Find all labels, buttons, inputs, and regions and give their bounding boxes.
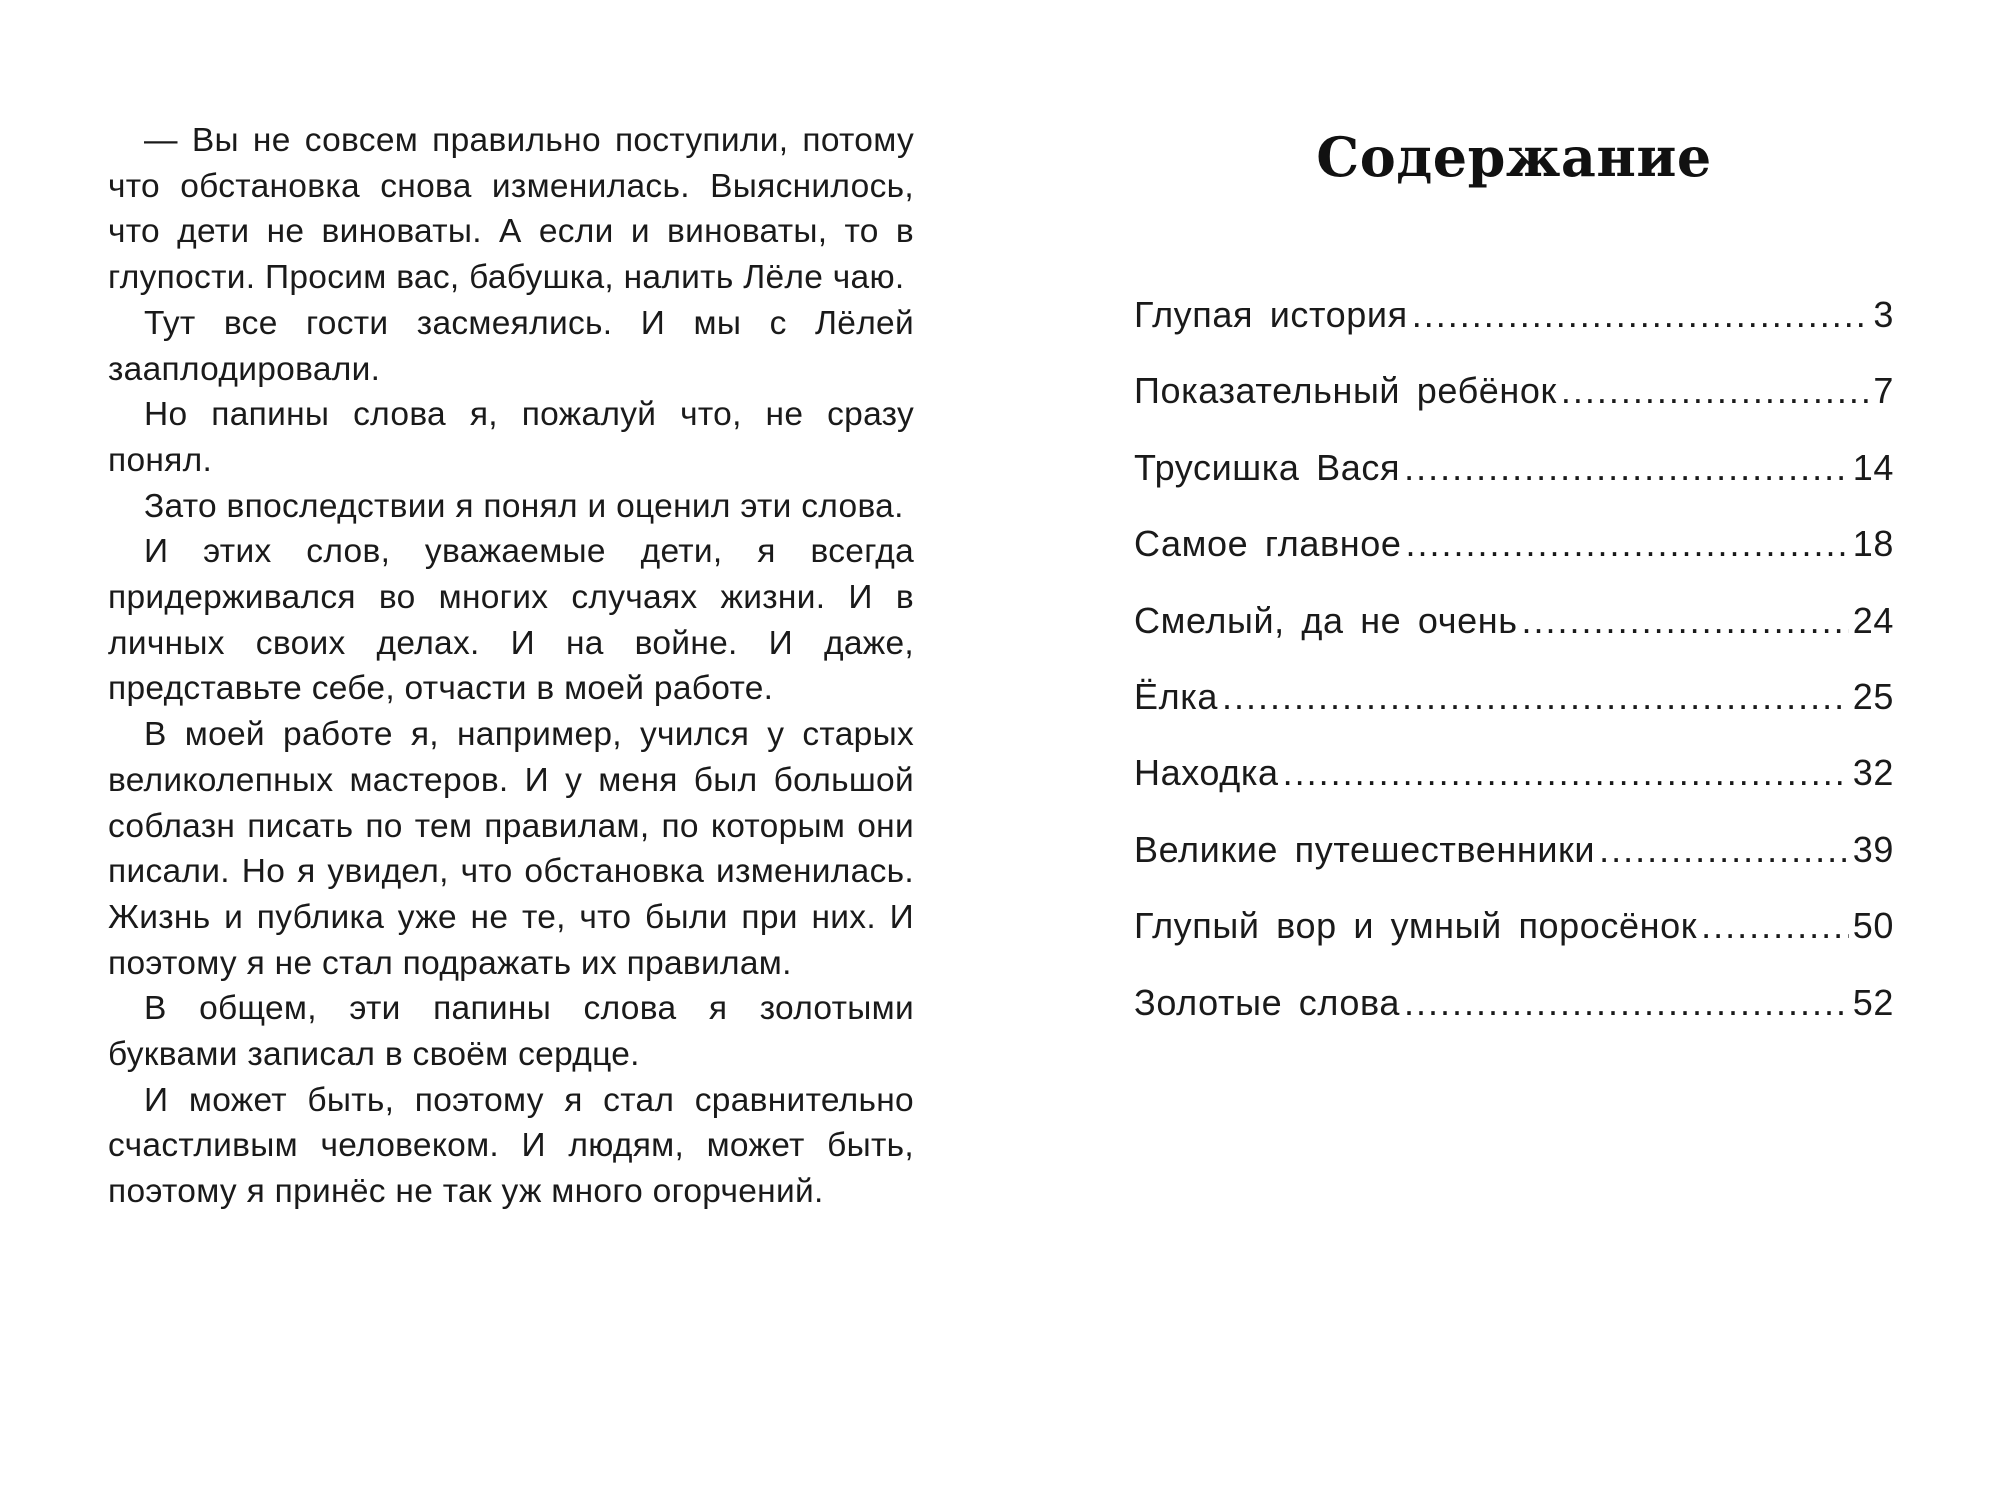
toc-list: [1134, 294, 1894, 1058]
toc-entry-title: Глупый вор и умный поросёнок: [1134, 905, 1698, 947]
toc-leader-dots: [1701, 905, 1849, 947]
table-of-contents-page: [1134, 118, 1894, 1023]
toc-leader-dots: [1522, 600, 1849, 642]
toc-leader-dots: [1404, 447, 1849, 489]
toc-entry-title: Великие путешественники: [1134, 828, 1596, 870]
paragraph: И может быть, поэтому я стал сравнительно счастливым человеком. И людям, может быть, поэтому я принёс не так уж много огорчений.: [108, 1081, 914, 1211]
toc-entry[interactable]: [1134, 676, 1894, 752]
toc-entry-title: Самое главное: [1134, 523, 1402, 565]
paragraph: И этих слов, уважаемые дети, я всегда придерживался во многих случаях жизни. И в личных своих делах. И на войне. И даже, представьте себе, отчасти в моей работе.: [108, 533, 914, 708]
paragraph: В общем, эти папины слова я золотыми буквами записал в своём сердце.: [108, 990, 914, 1074]
toc-leader-dots: [1599, 829, 1849, 871]
toc-leader-dots: [1283, 752, 1849, 794]
paragraph: Зато впоследствии я понял и оценил эти слова.: [144, 487, 904, 525]
toc-entry[interactable]: [1134, 752, 1894, 828]
paragraph: — Вы не совсем правильно поступили, потому что обстановка снова изменилась. Выяснилось, что дети не виноваты. А если и виноваты, то в глупости. Просим вас, бабушка, налить Лёле чаю.: [108, 122, 914, 297]
toc-entry-page: 50: [1852, 905, 1894, 947]
toc-leader-dots: [1222, 676, 1849, 718]
toc-entry[interactable]: [1134, 982, 1894, 1058]
toc-leader-dots: [1561, 370, 1870, 412]
left-page-text: [108, 118, 914, 1215]
toc-leader-dots: [1404, 982, 1849, 1024]
toc-entry-title: Ёлка: [1134, 675, 1218, 717]
toc-entry[interactable]: [1134, 600, 1894, 676]
toc-entry-page: 14: [1852, 446, 1894, 488]
toc-entry-page: 7: [1873, 370, 1894, 412]
paragraph: Но папины слова я, пожалуй что, не сразу понял.: [108, 396, 914, 479]
paragraph: Тут все гости засмеялись. И мы с Лёлей зааплодировали.: [108, 304, 914, 388]
paragraph: В моей работе я, например, учился у старых великолепных мастеров. И у меня был большой соблазн писать по тем правилам, по которым они писали. Но я увидел, что обстановка изменилась. Жизнь и публика уже не те, что были при них. И поэтому я не стал подражать их правилам.: [108, 716, 914, 982]
toc-entry[interactable]: [1134, 370, 1894, 446]
toc-entry[interactable]: [1134, 523, 1894, 599]
toc-entry[interactable]: [1134, 294, 1894, 370]
toc-leader-dots: [1412, 294, 1870, 336]
toc-leader-dots: [1405, 523, 1848, 565]
toc-entry-page: 3: [1873, 294, 1894, 335]
toc-entry-page: 25: [1852, 675, 1894, 717]
toc-entry-title: Глупая история: [1134, 294, 1408, 335]
toc-entry-page: 24: [1852, 599, 1894, 641]
toc-title: Содержание: [1316, 125, 1712, 189]
toc-entry-title: Показательный ребёнок: [1134, 370, 1557, 412]
toc-entry[interactable]: [1134, 905, 1894, 981]
toc-entry-page: 18: [1852, 523, 1894, 565]
toc-entry-title: Находка: [1134, 752, 1279, 794]
toc-entry-page: 39: [1852, 828, 1894, 870]
toc-entry[interactable]: [1134, 829, 1894, 905]
toc-entry-page: 52: [1852, 981, 1894, 1023]
toc-entry-page: 32: [1852, 752, 1894, 794]
toc-entry-title: Золотые слова: [1134, 981, 1400, 1023]
toc-entry-title: Смелый, да не очень: [1134, 599, 1518, 641]
toc-entry-title: Трусишка Вася: [1134, 446, 1401, 488]
toc-entry[interactable]: [1134, 447, 1894, 523]
